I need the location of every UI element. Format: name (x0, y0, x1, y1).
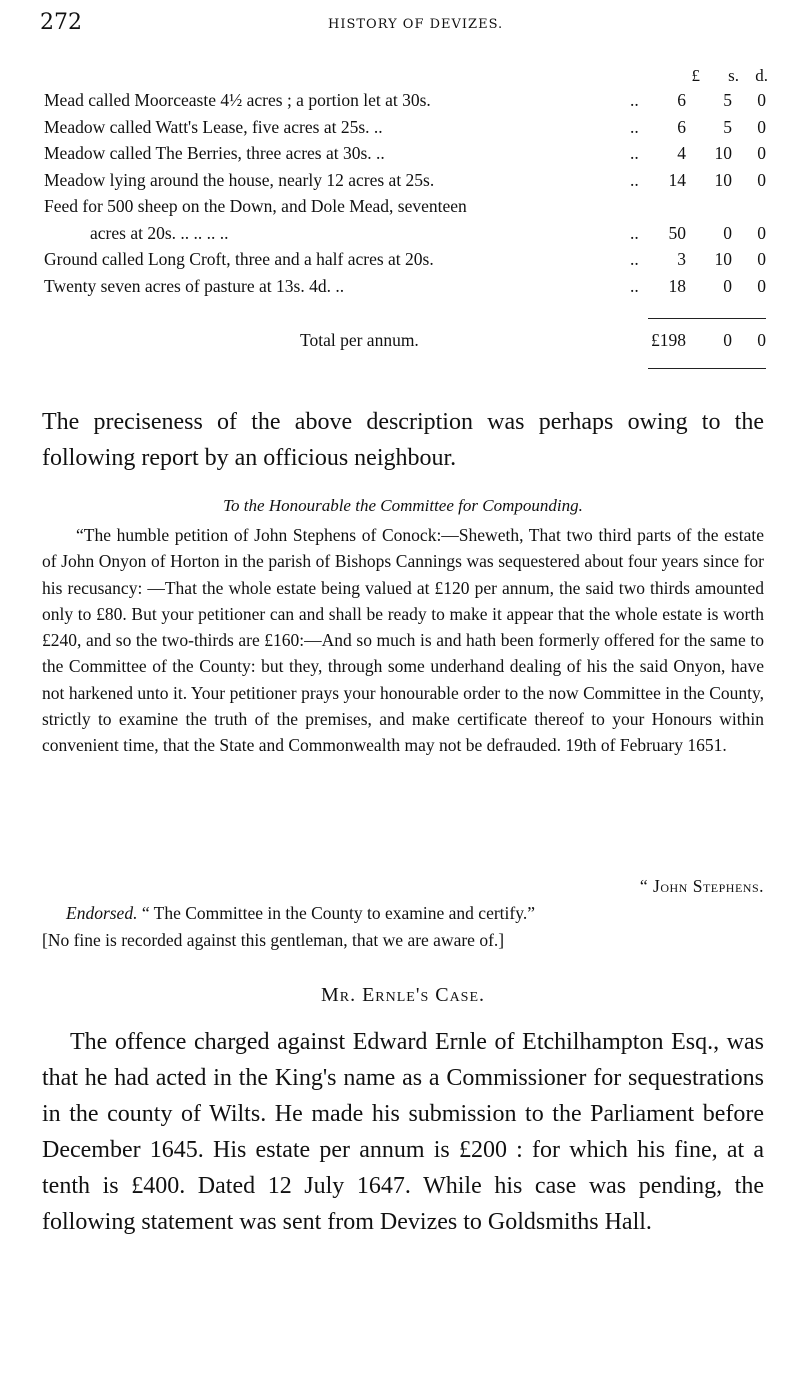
row-leader-dots: .. (630, 143, 639, 163)
row-pounds: 14 (668, 169, 686, 190)
row-description: Meadow lying around the house, nearly 12 acres at 25s. (44, 169, 435, 190)
table-row (44, 170, 770, 197)
table-row (44, 117, 770, 144)
total-shillings: 0 (723, 330, 732, 350)
row-description: Mead called Moorceaste 4½ acres ; a portion let at 30s. (44, 90, 431, 110)
endorsed-label: Endorsed. (66, 903, 138, 923)
total-rule-top (648, 318, 766, 319)
table-row (44, 143, 770, 170)
total-row (44, 330, 770, 357)
running-title: HISTORY OF DEVIZES. (328, 17, 504, 32)
row-shillings: 10 (714, 169, 732, 190)
pence-header: d. (755, 66, 768, 85)
row-pounds: 3 (677, 249, 686, 269)
row-shillings: 5 (723, 116, 732, 137)
row-pounds: 4 (677, 143, 686, 163)
petition-address: To the Honourable the Committee for Compounding. (223, 496, 583, 515)
row-description: Meadow called Watt's Lease, five acres at 25s. .. (44, 116, 383, 137)
case-paragraph: The offence charged against Edward Ernle of Etchilhampton Esq., was that he had acted in the King's name as a Commissioner for sequestrations in the county of Wilts. He made his submission to the Parliament before December 1645. His estate per annum is £200 : for which his fine, at a tenth is £400. Dated 12 July 1647. While his case was pending, the following statement was sent from Devizes to Goldsmiths Hall. (42, 1029, 764, 1235)
rent-table (44, 66, 770, 302)
table-row (44, 196, 770, 223)
row-description: Meadow called The Berries, three acres at 30s. .. (44, 143, 385, 163)
table-row (44, 90, 770, 117)
row-description: Twenty seven acres of pasture at 13s. 4d. .. (44, 275, 345, 296)
table-rows (44, 90, 770, 302)
total-pounds: £198 (651, 330, 686, 350)
row-pence: 0 (757, 143, 766, 163)
row-leader-dots: .. (630, 249, 639, 269)
petition-body: “The humble petition of John Stephens of Conock:—Sheweth, That two third parts of the estate of John Onyon of Horton in the parish of Bishops Cannings was sequestered about four years since for his recusancy: —That the whole estate being valued at £120 per annum, the said two thirds amounted only to £80. But your petitioner can and shall be ready to make it appear that the whole estate is worth £240, and so the two-thirds are £160:—And so much is and hath been formerly offered for the same to the Committee of the County: but they, through some underhand dealing of his the said Onyon, have not harkened unto it. Your petitioner prays your honourable order to the now Committee in the County, strictly to examine the truth of the premises, and make certificate thereof to your Honours within convenient time, that the State and Commonwealth may not be defrauded. 19th of February 1651. (42, 525, 764, 756)
pounds-header: £ (691, 66, 700, 85)
page-header (40, 10, 770, 40)
row-pence: 0 (757, 169, 766, 190)
petition-signature: “ John Stephens. (639, 876, 764, 896)
row-pence: 0 (757, 275, 766, 296)
row-pence: 0 (757, 90, 766, 110)
row-leader-dots: .. (630, 116, 639, 137)
editor-note: [No fine is recorded against this gentleman, that we are aware of.] (42, 930, 505, 950)
row-leader-dots: .. (630, 90, 639, 110)
row-pence: 0 (757, 222, 766, 243)
row-description: acres at 20s. .. .. .. .. (90, 222, 229, 243)
row-leader-dots: .. (630, 222, 639, 243)
total-label: Total per annum. (300, 330, 419, 350)
intro-paragraph: The preciseness of the above description was perhaps owing to the following report by an officious neighbour. (42, 409, 764, 471)
row-shillings: 0 (723, 275, 732, 296)
endorsed-text: “ The Committee in the County to examine and certify.” (141, 903, 535, 923)
row-pounds: 18 (668, 275, 686, 296)
section-heading: Mr. Ernle's Case. (320, 984, 486, 1006)
row-pounds: 50 (668, 222, 686, 243)
total-rule-bottom (648, 368, 766, 369)
page-number: 272 (40, 10, 82, 35)
row-leader-dots: .. (630, 169, 639, 190)
row-pounds: 6 (677, 116, 686, 137)
currency-header (44, 66, 770, 90)
row-pence: 0 (757, 116, 766, 137)
table-row (44, 223, 770, 250)
row-shillings: 5 (723, 90, 732, 110)
table-row (44, 276, 770, 303)
table-row (44, 249, 770, 276)
row-shillings: 10 (714, 249, 732, 269)
row-shillings: 0 (723, 222, 732, 243)
shillings-header: s. (728, 66, 739, 85)
row-pounds: 6 (677, 90, 686, 110)
total-pence: 0 (757, 330, 766, 350)
endorsement (42, 900, 764, 926)
row-pence: 0 (757, 249, 766, 269)
row-description: Ground called Long Croft, three and a half acres at 20s. (44, 249, 434, 269)
row-description: Feed for 500 sheep on the Down, and Dole Mead, seventeen (44, 196, 467, 216)
row-leader-dots: .. (630, 275, 639, 296)
row-shillings: 10 (714, 143, 732, 163)
